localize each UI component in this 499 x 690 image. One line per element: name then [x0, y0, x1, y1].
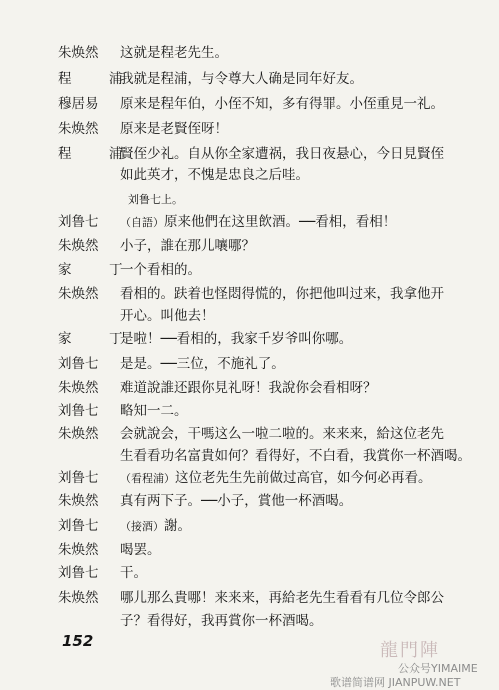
script-line [58, 145, 478, 163]
script-line [58, 95, 478, 113]
speaker-name: 刘鲁七 [58, 470, 99, 486]
speaker-name: 家 丁 [58, 331, 135, 347]
dialogue-text: 这就是程老先生。 [120, 45, 228, 61]
stage-direction: 刘鲁七上。 [128, 193, 183, 206]
script-line [58, 285, 478, 303]
script-line [58, 237, 478, 255]
speaker-name: 刘鲁七 [58, 356, 99, 372]
dialogue-text: 真有两下子。──小子，賞他一杯酒喝。 [120, 493, 353, 509]
dialogue-text: 賢侄少礼。自从你全家遭祸，我日夜悬心，今日見賢侄 [120, 146, 444, 162]
dialogue-text: 原来他們在这里飲酒。──看相，看相！ [164, 214, 397, 230]
script-line [58, 564, 478, 582]
script-line [120, 166, 499, 184]
dialogue-text: 喝罢。 [120, 542, 161, 558]
speaker-name: 刘鲁七 [58, 518, 99, 534]
dialogue-text: 难道說誰还跟你見礼呀！我說你会看相呀？ [120, 380, 377, 396]
stage-direction: （看程浦） [120, 472, 175, 485]
dialogue-text: 謝。 [164, 518, 191, 534]
dialogue-text: 这位老先生先前做过高官，如今何必再看。 [175, 470, 432, 486]
script-line [58, 425, 478, 443]
script-line [120, 612, 499, 630]
speaker-name: 朱焕然 [58, 121, 99, 137]
dialogue-text: 我就是程浦，与令尊大人确是同年好友。 [120, 71, 363, 87]
dialogue-text: 原来是老賢侄呀！ [120, 121, 228, 137]
line-continuation: 开心。叫他去！ [120, 308, 215, 324]
script-line [58, 492, 478, 510]
speaker-name: 家 丁 [58, 262, 135, 278]
speaker-name: 朱焕然 [58, 426, 99, 442]
stage-direction: （自語） [120, 216, 164, 229]
speaker-name: 朱焕然 [58, 286, 99, 302]
dialogue-text: 干。 [120, 565, 147, 581]
script-line [58, 355, 478, 373]
speaker-name: 程 浦 [58, 146, 135, 162]
script-line [58, 379, 478, 397]
line-continuation: 如此英才，不愧是忠良之后哇。 [120, 167, 309, 183]
dialogue-text: 是是。──三位，不施礼了。 [120, 356, 285, 372]
line-continuation: 子？看得好，我再賞你一杯酒喝。 [120, 613, 323, 629]
dialogue-text: 看相的。趺着也怪悶得慌的，你把他叫过来，我拿他开 [120, 286, 444, 302]
script-line [58, 589, 478, 607]
watermark-site: 歌谱简谱网 JIANPUW.NET [330, 676, 461, 689]
watermark-account: 公众号YIMAIME [398, 662, 478, 675]
dialogue-text: 小子，誰在那儿嚷哪？ [120, 238, 255, 254]
script-line [58, 70, 478, 88]
stage-direction: （接酒） [120, 520, 164, 533]
speaker-name: 刘鲁七 [58, 214, 99, 230]
watermark-logo: 龍門陣 [380, 640, 440, 661]
page-number: 152 [62, 632, 94, 650]
script-line [58, 120, 478, 138]
dialogue-text: 略知一二。 [120, 403, 188, 419]
speaker-name: 朱焕然 [58, 493, 99, 509]
script-line [58, 330, 478, 348]
speaker-name: 朱焕然 [58, 590, 99, 606]
script-line [58, 213, 478, 232]
speaker-name: 朱焕然 [58, 542, 99, 558]
script-line [58, 402, 478, 420]
dialogue-text: 是啦！──看相的，我家千岁爷叫你哪。 [120, 331, 353, 347]
dialogue-text: 一个看相的。 [120, 262, 201, 278]
script-line [58, 541, 478, 559]
dialogue-text: 会就說会，干嗎这么一啦二啦的。来来来，給这位老先 [120, 426, 444, 442]
line-continuation: 生看看功名富貴如何？看得好，不白看，我賞你一杯酒喝。 [120, 448, 471, 464]
script-line [58, 261, 478, 279]
speaker-name: 刘鲁七 [58, 403, 99, 419]
script-line [58, 517, 478, 536]
script-line [58, 469, 478, 488]
speaker-name: 程 浦 [58, 71, 135, 87]
speaker-name: 朱焕然 [58, 45, 99, 61]
dialogue-text: 哪儿那么貴哪！来来来，再給老先生看看有几位令郎公 [120, 590, 444, 606]
speaker-name: 朱焕然 [58, 238, 99, 254]
script-line [58, 44, 478, 62]
speaker-name: 穆居易 [58, 96, 99, 112]
script-line [120, 307, 499, 325]
dialogue-text: 原来是程年伯，小侄不知，多有得罪。小侄重見一礼。 [120, 96, 444, 112]
script-line [128, 191, 499, 209]
script-line [120, 447, 499, 465]
speaker-name: 朱焕然 [58, 380, 99, 396]
speaker-name: 刘鲁七 [58, 565, 99, 581]
